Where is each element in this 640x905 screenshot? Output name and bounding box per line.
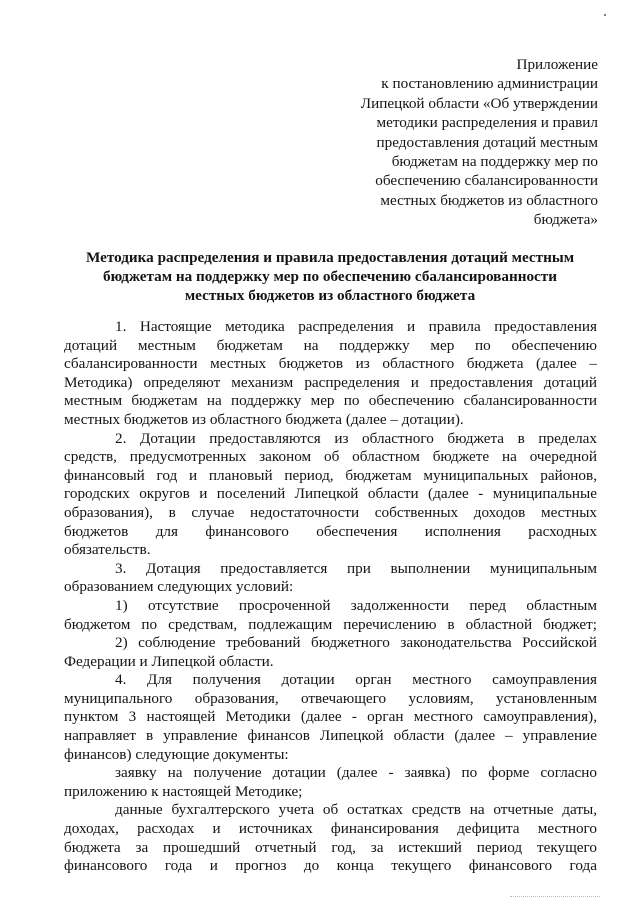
paragraph-1-line: местных бюджетов из областного бюджета (далее – дотации). — [64, 410, 464, 428]
appendix-line: Липецкой области «Об утверждении — [360, 94, 598, 112]
title-line: бюджетам на поддержку мер по обеспечению сбалансированности — [102, 268, 558, 285]
paragraph-2-line: бюджетов для финансового обеспечения исполнения расходных — [64, 522, 597, 540]
appendix-line: обеспечению сбалансированности — [375, 172, 598, 190]
paragraph-1-line: Методика) определяют механизм распределения и предоставления дотаций — [64, 373, 597, 391]
appendix-line: бюджетам на поддержку мер по — [391, 153, 598, 171]
appendix-line: методики распределения и правил — [376, 114, 598, 132]
document-item-line: бюджета за прошедший отчетный год, за истекший период текущего — [64, 838, 597, 856]
document-title — [60, 248, 600, 305]
condition-1-line: бюджетом по средствам, подлежащим перечислению в областной бюджет; — [64, 615, 597, 633]
appendix-line: к постановлению администрации — [381, 75, 598, 93]
paragraph-1-line: дотаций местным бюджетам на поддержку мер по обеспечению — [64, 336, 597, 354]
document-body — [64, 318, 597, 876]
condition-2-line: Федерации и Липецкой области. — [64, 652, 274, 670]
paragraph-4-line: муниципального образования, отвечающего условиям, установленным — [64, 689, 597, 707]
appendix-line: бюджета» — [533, 211, 598, 229]
title-line: местных бюджетов из областного бюджета — [184, 287, 476, 304]
document-item-line: доходах, расходах и источниках финансирования дефицита местного — [64, 820, 597, 838]
paragraph-1-line: 1. Настоящие методика распределения и правила предоставления — [115, 318, 597, 335]
paragraph-3-line: образованием следующих условий: — [64, 578, 294, 596]
appendix-line: местных бюджетов из областного — [380, 191, 598, 209]
paragraph-1-line: местным бюджетам на поддержку мер по обеспечению сбалансированности — [64, 392, 597, 410]
document-item-line: финансового года и прогноз до конца текущего финансового года — [64, 857, 597, 875]
document-item-line: приложению к настоящей Методике; — [64, 782, 303, 800]
appendix-header — [338, 55, 598, 230]
paragraph-2-line: городских округов и поселений Липецкой области (далее - муниципальные — [64, 485, 597, 503]
paragraph-1-line: сбалансированности местных бюджетов из областного бюджета (далее – — [64, 355, 597, 373]
document-item-line: данные бухгалтерского учета об остатках средств на отчетные даты, — [115, 801, 597, 819]
paragraph-4-line: пунктом 3 настоящей Методики (далее - орган местного самоуправления), — [64, 708, 597, 726]
document-item-line: заявку на получение дотации (далее - заявка) по форме согласно — [115, 764, 597, 782]
paragraph-2-line: обязательств. — [64, 541, 151, 559]
appendix-line: предоставления дотаций местным — [376, 133, 598, 151]
paragraph-4-line: финансов) следующие документы: — [64, 745, 289, 763]
title-line: Методика распределения и правила предоставления дотаций местным — [85, 249, 575, 266]
appendix-line: Приложение — [516, 56, 598, 73]
paragraph-2-line: средств, предусмотренных законом об областном бюджете на очередной — [64, 448, 597, 466]
scan-dot — [604, 14, 606, 16]
paragraph-2-line: финансовый год и плановый период, бюджетам муниципальных районов, — [64, 466, 597, 484]
paragraph-4-line: 4. Для получения дотации орган местного самоуправления — [115, 671, 597, 689]
condition-1-line: 1) отсутствие просроченной задолженности перед областным — [115, 596, 597, 614]
paragraph-3-line: 3. Дотация предоставляется при выполнении муниципальным — [115, 559, 597, 577]
paragraph-2-line: 2. Дотации предоставляются из областного бюджета в пределах — [115, 429, 597, 447]
scan-artifact — [510, 896, 600, 899]
condition-2-line: 2) соблюдение требований бюджетного законодательства Российской — [115, 634, 597, 652]
paragraph-2-line: образования), в случае недостаточности собственных доходов местных — [64, 503, 597, 521]
paragraph-4-line: направляет в управление финансов Липецкой области (далее – управление — [64, 727, 597, 745]
